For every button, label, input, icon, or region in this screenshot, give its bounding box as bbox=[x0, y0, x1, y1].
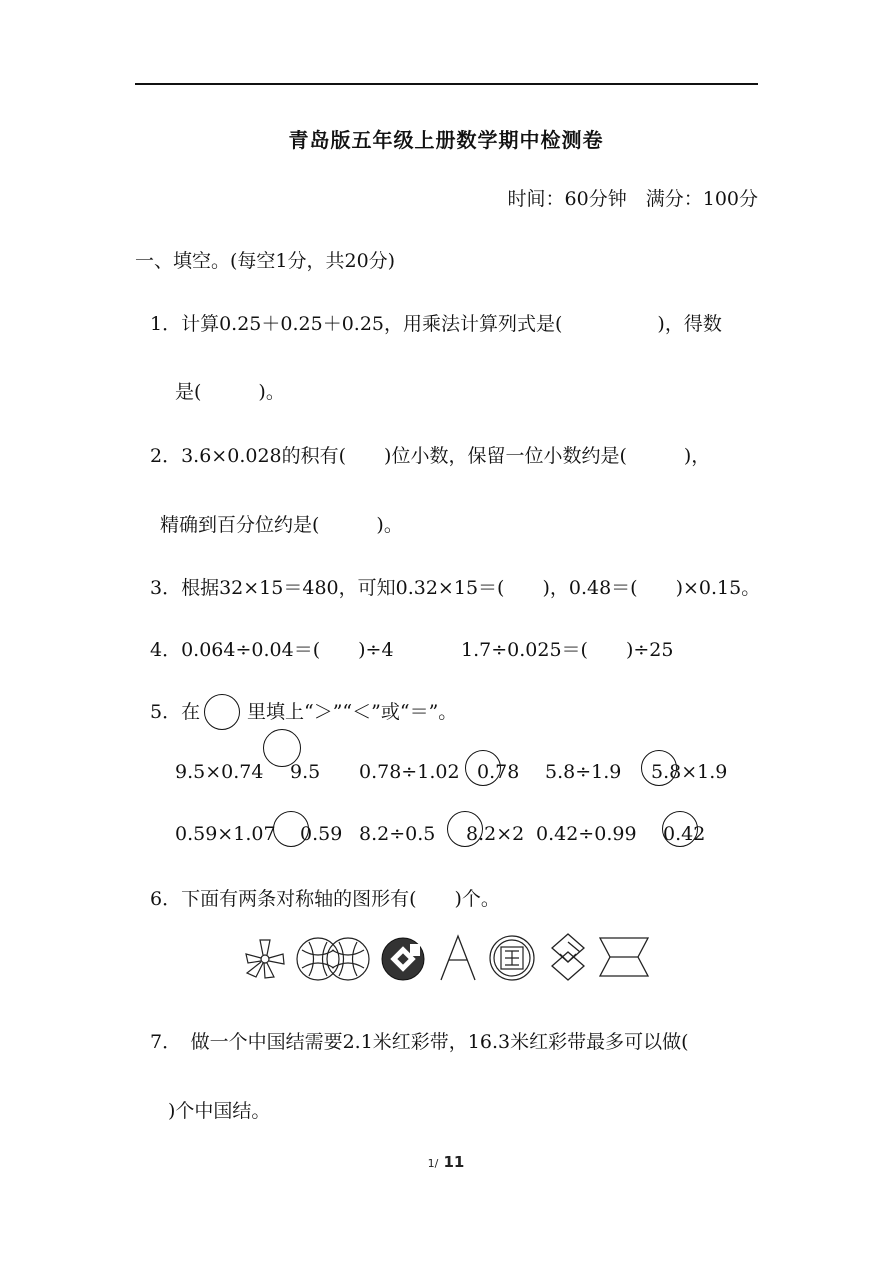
exam-meta: 时间：60分钟 满分：100分 bbox=[507, 188, 758, 210]
page-title: 青岛版五年级上册数学期中检测卷 bbox=[288, 128, 604, 152]
compare-right: 5.8×1.9 bbox=[651, 761, 728, 783]
section-heading: 一、填空。(每空1分，共20分) bbox=[135, 250, 396, 272]
question-6: 6．下面有两条对称轴的图形有( )个。 bbox=[150, 888, 500, 910]
question-7-line-1: 7． 做一个中国结需要2.1米红彩带，16.3米红彩带最多可以做( bbox=[150, 1031, 689, 1053]
compare-left: 0.78÷1.02 bbox=[359, 761, 460, 783]
question-2-line-2: 精确到百分位约是( )。 bbox=[160, 514, 403, 536]
compare-right: 8.2×2 bbox=[466, 823, 525, 845]
question-4-b: 1.7÷0.025＝( )÷25 bbox=[461, 639, 674, 661]
question-2-line-1: 2．3.6×0.028的积有( )位小数，保留一位小数约是( )， bbox=[150, 445, 711, 467]
compare-circle-icon bbox=[204, 694, 240, 730]
compare-left: 0.42÷0.99 bbox=[536, 823, 637, 845]
question-1-line-1: 1．计算0.25＋0.25＋0.25，用乘法计算列式是( )，得数 bbox=[150, 313, 722, 335]
question-5-prefix: 5．在 bbox=[150, 701, 201, 723]
compare-left: 0.59×1.07 bbox=[175, 823, 276, 845]
ccb-logo-icon bbox=[380, 936, 426, 982]
diamond-stack-icon bbox=[547, 932, 589, 982]
compare-right: 0.78 bbox=[477, 761, 520, 783]
question-4-a: 4．0.064÷0.04＝( )÷4 bbox=[150, 639, 394, 661]
page-number bbox=[0, 1152, 892, 1171]
question-3: 3．根据32×15＝480，可知0.32×15＝( )，0.48＝( )×0.15。 bbox=[150, 577, 761, 599]
page-total: 11 bbox=[443, 1153, 465, 1171]
top-rule bbox=[135, 83, 758, 85]
compare-left: 5.8÷1.9 bbox=[545, 761, 622, 783]
question-5-suffix: 里填上“＞”“＜”或“＝”。 bbox=[247, 701, 458, 723]
question-7-line-2: )个中国结。 bbox=[168, 1100, 271, 1122]
question-1-line-2: 是( )。 bbox=[175, 381, 285, 403]
compare-left: 9.5×0.74 bbox=[175, 761, 264, 783]
letter-a-icon bbox=[438, 934, 478, 982]
compare-right: 0.42 bbox=[663, 823, 706, 845]
flower-icon bbox=[243, 937, 287, 981]
compare-right: 0.59 bbox=[300, 823, 343, 845]
compare-left: 8.2÷0.5 bbox=[359, 823, 436, 845]
icbc-logo-icon bbox=[488, 934, 536, 982]
hourglass-trapezoid-icon bbox=[598, 936, 650, 978]
double-coin-icon bbox=[296, 936, 370, 982]
compare-right: 9.5 bbox=[290, 761, 321, 783]
page-current: 1/ bbox=[427, 1157, 439, 1170]
